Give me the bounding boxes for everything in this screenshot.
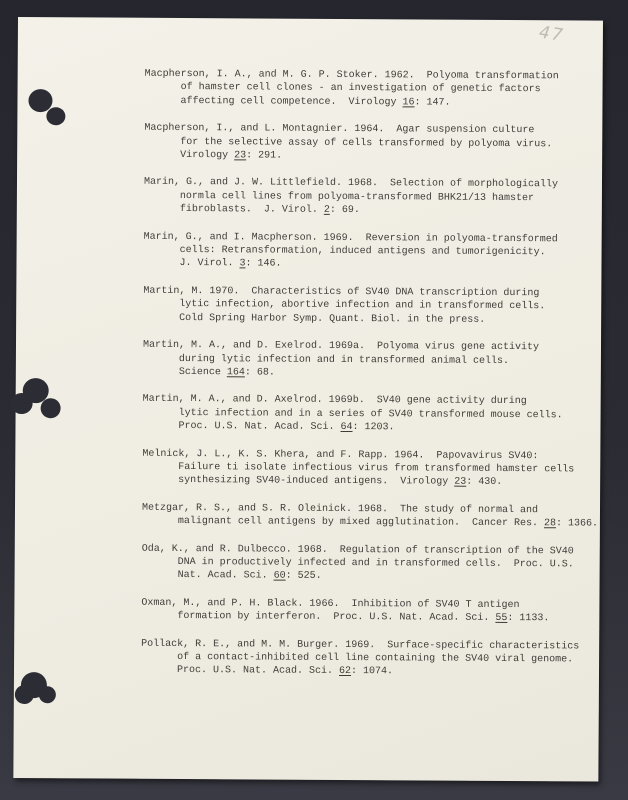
reference-line [142, 515, 599, 531]
volume-number: 62 [339, 666, 352, 678]
reference-line [143, 311, 595, 327]
reference-text: Oda, K., and R. Dulbecco. 1968. Regulation of transcription of the SV40 [141, 543, 574, 557]
reference-text: formation by interferon. Proc. U.S. Nat. Acad. Sci. [177, 611, 496, 625]
reference-text: Science [178, 366, 227, 379]
hole-punch [15, 685, 34, 704]
volume-number: 3 [239, 258, 246, 270]
references-list [141, 68, 597, 695]
reference-text: Proc. U.S. Nat. Acad. Sci. [178, 421, 341, 434]
volume-number: 55 [495, 613, 508, 625]
reference-text: Marin, G., and J. W. Littlefield. 1968. Selection of morphologically [143, 177, 559, 191]
reference-text: Melnick, J. L., K. S. Khera, and F. Rapp. 1964. Papovavirus SV40: [142, 448, 539, 462]
scanned-page [13, 17, 603, 782]
reference-text: during lytic infection and in transformed animal cells. [178, 353, 510, 367]
reference-text: lytic infection and in a series of SV40 transformed mouse cells. [178, 407, 563, 422]
hole-punch [41, 398, 61, 418]
reference-entry [144, 68, 596, 111]
reference-text: Cold Spring Harbor Symp. Quant. Biol. in the press. [179, 312, 486, 326]
reference-line [141, 664, 593, 680]
reference-text: : 68. [244, 367, 275, 379]
reference-entry [143, 230, 595, 273]
hole-punch [11, 393, 33, 414]
volume-number: 23 [454, 477, 467, 489]
volume-number: 60 [273, 570, 286, 583]
volume-number: 2 [323, 205, 330, 217]
reference-text: Virology [180, 150, 235, 162]
hole-punch [39, 686, 56, 703]
reference-text: Macpherson, I., and L. Montagnier. 1964. Agar suspension culture [144, 122, 535, 137]
reference-line [142, 420, 594, 436]
reference-text: Martin, M. A., and D. Axelrod. 1969b. SV40 gene activity during [142, 394, 527, 408]
reference-line [144, 95, 596, 111]
reference-text: synthesizing SV40-induced antigens. Virology [178, 475, 455, 489]
reference-text: J. Virol. [179, 258, 240, 270]
reference-text: of a contact-inhibited cell line containing the SV40 viral genome. [177, 651, 574, 666]
reference-text: : 1074. [351, 666, 394, 678]
reference-text: normla cell lines from polyoma-transformed BHK21/13 hamster [179, 190, 534, 204]
reference-text: for the selective assay of cells transformed by polyoma virus. [180, 136, 553, 150]
reference-line [144, 203, 596, 219]
volume-number: 16 [402, 97, 415, 109]
reference-text: of hamster cell clones - an investigation of genetic factors [180, 82, 541, 96]
reference-text: Metzgar, R. S., and S. R. Oleinick. 1968. The study of normal and [141, 502, 539, 516]
reference-text: Nat. Acad. Sci. [177, 570, 274, 582]
reference-text: : 1203. [352, 422, 395, 434]
reference-text: cells: Retransformation, induced antigens and tumorigenicity. [179, 245, 546, 259]
reference-text: DNA in productively infected and in transformed cells. Proc. U.S. [177, 556, 574, 571]
reference-line [143, 257, 595, 273]
reference-text: : 69. [329, 205, 360, 217]
volume-number: 23 [234, 150, 247, 162]
reference-text: lytic infection, abortive infection and in transformed cells. [179, 299, 546, 313]
reference-text: : 291. [246, 150, 283, 162]
reference-line [143, 366, 595, 382]
hole-punch [46, 107, 65, 125]
reference-text: Martin, M. 1970. Characteristics of SV40 DNA transcription during [143, 285, 540, 300]
pencil-page-number: 47 [537, 22, 567, 47]
reference-entry [144, 176, 596, 219]
reference-line [142, 474, 594, 490]
reference-line [142, 569, 594, 585]
reference-entry [141, 637, 593, 680]
reference-text: : 1366. [555, 518, 599, 530]
reference-text: Proc. U.S. Nat. Acad. Sci. [176, 665, 340, 678]
reference-text: Oxman, M., and P. H. Black. 1966. Inhibition of SV40 T antigen [141, 597, 520, 611]
reference-text: malignant cell antigens by mixed agglutination. Cancer Res. [177, 516, 545, 530]
reference-text: Macpherson, I. A., and M. G. P. Stoker. 1962. Polyoma transformation [144, 68, 559, 83]
reference-text: Marin, G., and I. Macpherson. 1969. Reversion in polyoma-transformed [143, 231, 558, 245]
reference-text: affecting cell competence. Virology [180, 95, 403, 109]
reference-line [141, 610, 593, 626]
reference-entry [141, 597, 593, 627]
reference-entry [143, 339, 595, 382]
reference-text: fibroblasts. J. Virol. [179, 204, 324, 217]
volume-number: 28 [543, 518, 557, 530]
reference-text: Failure ti isolate infectious virus from transformed hamster cells [178, 461, 575, 476]
reference-entry [142, 393, 594, 436]
reference-text: Pollack, R. E., and M. M. Burger. 1969. Surface-specific characteristics [141, 638, 580, 653]
reference-line [144, 149, 596, 165]
reference-entry [143, 285, 595, 328]
reference-entry [141, 502, 599, 532]
reference-text: Martin, M. A., and D. Exelrod. 1969a. Polyoma virus gene activity [142, 339, 540, 354]
reference-text: : 430. [466, 477, 503, 489]
reference-text: : 147. [414, 97, 451, 109]
volume-number: 64 [340, 422, 353, 434]
volume-number: 164 [226, 367, 245, 379]
reference-text: : 1133. [507, 613, 550, 625]
reference-text: : 525. [285, 571, 322, 583]
reference-entry [142, 542, 594, 585]
reference-entry [144, 122, 596, 165]
reference-entry [142, 447, 594, 490]
reference-text: : 146. [245, 258, 282, 271]
